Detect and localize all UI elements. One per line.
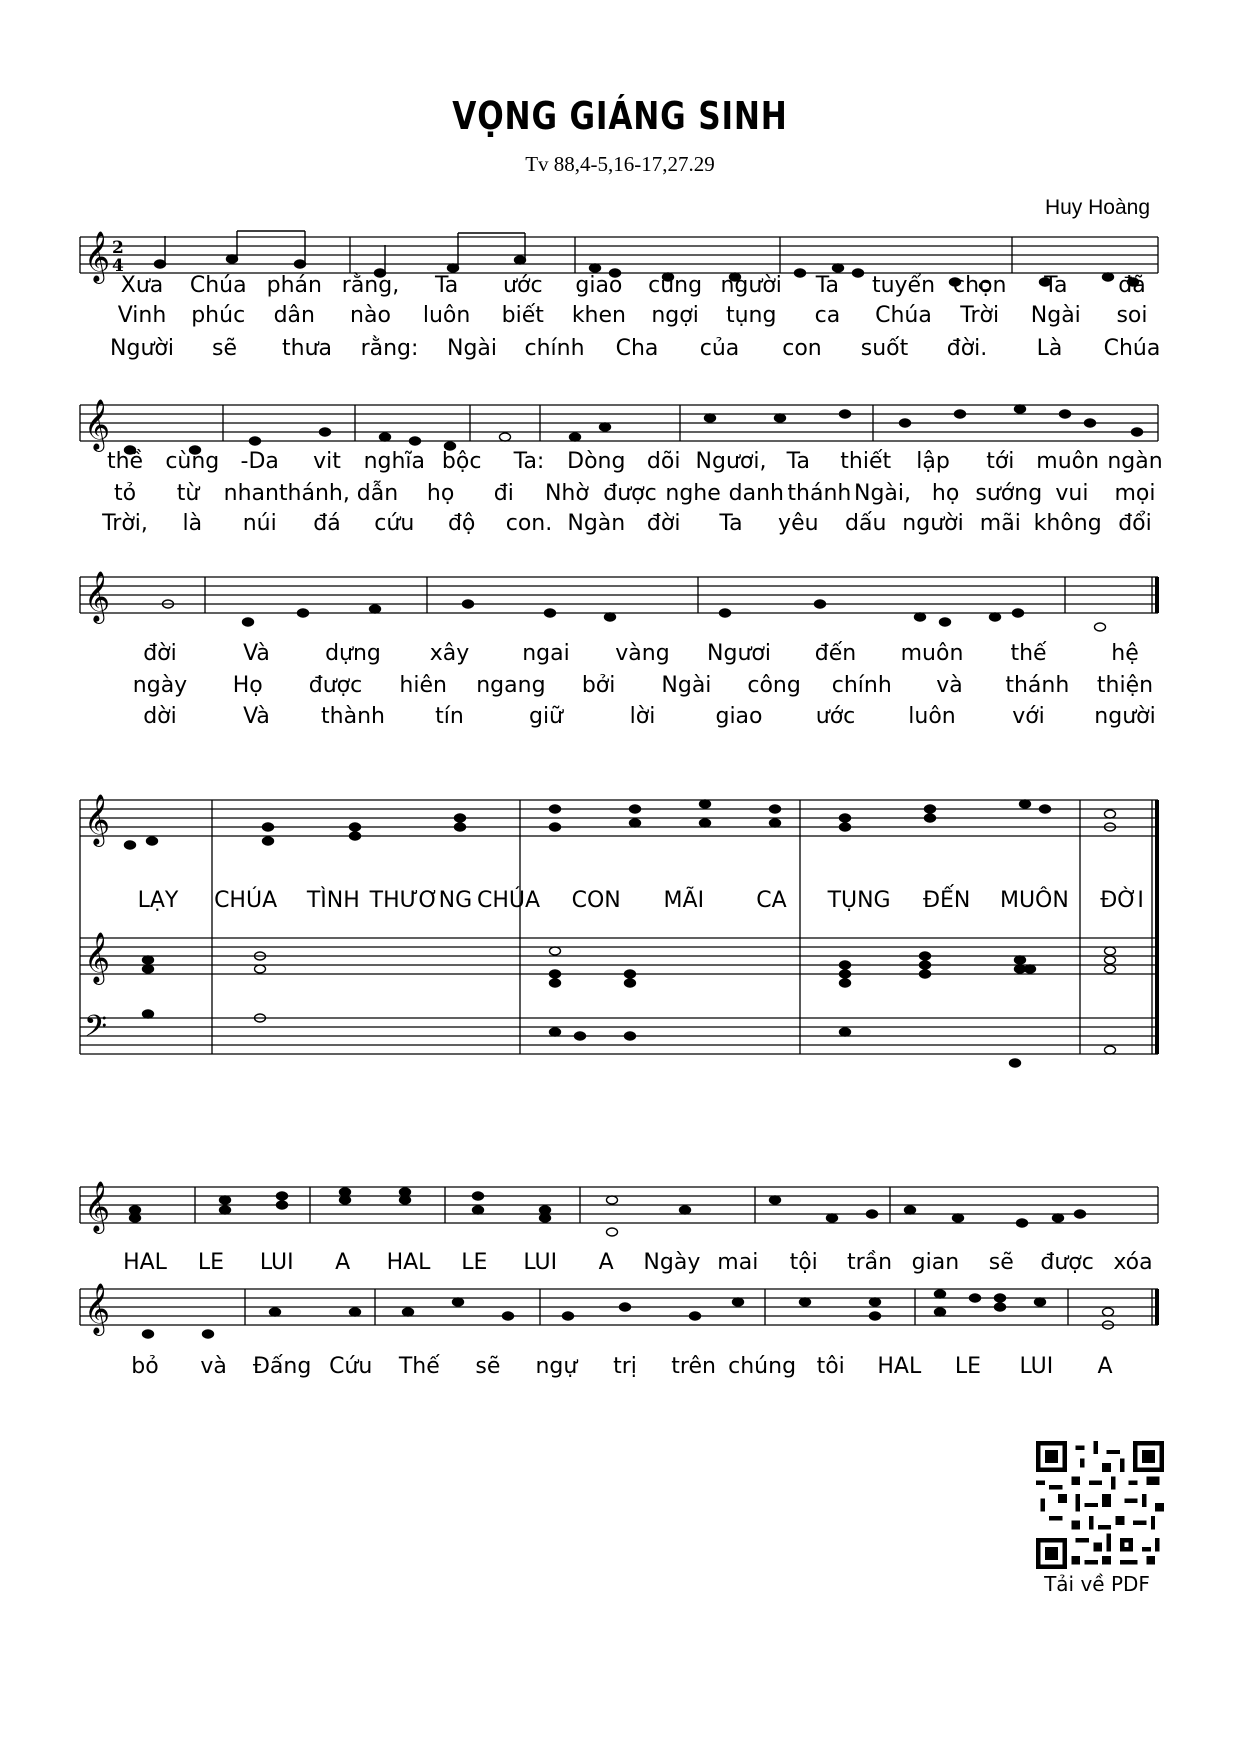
alleluia-lyric-word: sẽ [988, 1250, 1014, 1275]
verse-lyric-word: suốt [860, 336, 909, 361]
refrain-lyric-word: MUÔN [999, 888, 1069, 913]
qr-code-icon[interactable] [1036, 1441, 1164, 1569]
verse-lyric-word: ước [815, 704, 856, 729]
alleluia-lyric-word: HAL [386, 1250, 431, 1275]
verse-lyric-word: dựng [325, 641, 381, 666]
verse-lyric-word: dõi [646, 449, 681, 474]
verse-lyric-word: thành [321, 704, 385, 729]
alleluia-lyric-word: A [598, 1250, 614, 1275]
verse-lyric-word: Ngươi [707, 641, 771, 666]
alleluia-lyric-word: Cứu [329, 1354, 373, 1379]
alleluia-lyric-word: trị [613, 1354, 637, 1379]
verse-lyric-word: Ta [815, 273, 840, 298]
verse-lyric-word: Là [1036, 336, 1063, 361]
verse-lyric-word: đi [493, 481, 514, 506]
refrain-lyric-word: MÃI [663, 888, 705, 913]
verse-lyric-word: chính [524, 336, 585, 361]
verse-lyric-word: ngang [476, 673, 546, 698]
verse-lyric-word: Ngài [446, 336, 498, 361]
verse-lyric-word: Ta [719, 511, 743, 536]
download-pdf-link[interactable]: Tải về PDF [1044, 1572, 1150, 1596]
verse-lyric-word: soi [1116, 303, 1148, 328]
verse-lyric-word: thánh, [278, 481, 350, 506]
verse-lyric-word: nghe [665, 481, 721, 506]
song-title: VỌNG GIÁNG SINH [452, 94, 788, 138]
verse-lyric-word: muôn [900, 641, 964, 666]
verse-lyric-word: dời [143, 704, 177, 729]
verse-lyric-word: luôn [908, 704, 956, 729]
verse-lyric-word: Dòng [567, 449, 626, 474]
verse-lyric-word: Ta [1044, 273, 1068, 298]
verse-lyric-word: dẫn [356, 481, 399, 506]
verse-lyric-word: phúc [191, 303, 246, 328]
alleluia-lyric-word: trần [846, 1250, 893, 1275]
verse-lyric-word: với [1012, 704, 1045, 729]
alleluia-lyric-word: HAL [123, 1250, 167, 1275]
verse-lyric-word: Và [243, 704, 270, 729]
alleluia-lyric-word: chúng [728, 1354, 797, 1379]
alleluia-lyric-word: mai [717, 1250, 759, 1275]
verse-lyric-word: phán [266, 273, 322, 298]
verse-lyric-word: vàng [615, 641, 670, 666]
alleluia-lyric-word: được [1040, 1250, 1094, 1275]
verse-lyric-word: tới [986, 449, 1015, 474]
svg-text:2: 2 [112, 238, 124, 258]
staff-piano-treble [80, 938, 1158, 974]
verse-lyric-word: con. [505, 511, 553, 536]
refrain-lyric-word: THƯƠNG [369, 888, 473, 913]
verse-lyric-word: lời [629, 704, 656, 729]
verse-lyric-word: Ngài, [853, 481, 912, 506]
verse-lyric-word: không [1033, 511, 1102, 536]
verse-lyric-word: được [603, 481, 657, 506]
verse-lyric-word: đời [143, 641, 177, 666]
alleluia-lyric-word: HAL [877, 1354, 922, 1379]
verse-lyric-word: tín [435, 704, 464, 729]
verse-lyric-word: cứu [374, 511, 415, 536]
verse-lyric-word: xây [429, 641, 470, 666]
verse-lyric-word: Xưa [120, 273, 164, 298]
verse-lyric-word: danh [728, 481, 784, 506]
verse-lyric-word: Trời, [102, 511, 148, 536]
scripture-reference: Tv 88,4-5,16-17,27.29 [525, 152, 715, 176]
refrain-lyric-word: CHÚA [476, 888, 541, 913]
verse-lyric-word: sẽ [212, 336, 237, 361]
verse-lyric-word: vit [313, 449, 341, 474]
staff-1 [80, 237, 1158, 273]
alleluia-lyric-word: LE [197, 1250, 224, 1275]
staff-3 [80, 577, 1158, 613]
verse-lyric-word: ca [814, 303, 841, 328]
verse-lyric-word: mọi [1114, 481, 1156, 506]
refrain-lyric-word: LẠY [137, 888, 179, 913]
treble-clef-icon: 𝄞 [84, 932, 111, 983]
verse-lyric-word: ngai [522, 641, 570, 666]
verse-lyric-word: dân [273, 303, 315, 328]
alleluia-lyric-word: tôi [816, 1354, 845, 1379]
verse-lyric-word: đã [1118, 273, 1146, 298]
verse-lyric-word: thề [106, 449, 144, 474]
clefs [84, 231, 110, 1336]
verse-lyric-word: khen [571, 303, 626, 328]
treble-clef-icon: 𝄞 [84, 231, 111, 282]
verse-lyric-word: thánh [787, 481, 852, 506]
verse-lyric-word: người [720, 273, 782, 298]
verse-lyric-word: và [936, 673, 963, 698]
verse-lyric-word: Họ [232, 673, 263, 698]
verse-lyric-word: núi [242, 511, 277, 536]
verse-lyric-word: chính [831, 673, 892, 698]
verse-lyric-word: cùng [165, 449, 220, 474]
verse-lyric-word: hiên [399, 673, 447, 698]
verse-lyric-word: bộc [441, 449, 482, 474]
verse-lyric-word: biết [501, 303, 544, 328]
verse-lyric-word: nhan [223, 481, 279, 506]
staff-lines [80, 237, 1158, 1325]
verse-lyric-word: bởi [581, 673, 616, 698]
verse-lyric-word: rằng, [341, 273, 400, 298]
verse-lyric-word: Chúa [1103, 336, 1161, 361]
verse-lyric-word: mãi [979, 511, 1021, 536]
verse-lyric-word: người [1094, 704, 1156, 729]
verse-lyric-word: đá [313, 511, 341, 536]
composer-name: Huy Hoàng [1044, 196, 1150, 219]
verse-lyric-word: hệ [1111, 641, 1139, 666]
verse-lyric-word: Trời [960, 303, 1000, 328]
verse-lyric-word: giữ [528, 704, 564, 729]
verse-lyric-word: thế [1010, 641, 1047, 666]
refrain-lyric-word: TÌNH [306, 888, 360, 913]
verse-lyric-word: là [182, 511, 203, 536]
verse-lyric-word: từ [176, 481, 200, 506]
alleluia-lyric-word: A [335, 1250, 351, 1275]
alleluia-lyric-word: LUI [259, 1250, 294, 1275]
verse-lyric-word: tụng [725, 303, 777, 328]
verse-lyric-word: Ngàn [567, 511, 626, 536]
alleluia-lyric-word: Thế [398, 1354, 440, 1379]
verse-lyric-word: chọn [952, 273, 1007, 298]
verse-lyric-word: Ta [786, 449, 810, 474]
staff-piano-bass [80, 1018, 1158, 1054]
verse-lyric-word: tỏ [113, 481, 137, 506]
verse-lyric-word: Ta [434, 273, 459, 298]
barlines [80, 237, 1158, 1325]
alleluia-lyric-word: LUI [1019, 1354, 1054, 1379]
verse-lyric-word: Vinh [117, 303, 167, 328]
alleluia-lyric-word: bỏ [131, 1354, 159, 1379]
verse-lyric-word: Người [110, 336, 174, 361]
verse-lyric-word: Và [243, 641, 270, 666]
verse-lyric-word: lập [916, 449, 950, 474]
staff-refrain-voice [80, 800, 1158, 836]
refrain-lyric-word: CHÚA [214, 888, 278, 913]
verse-lyric-word: cùng [648, 273, 703, 298]
alleluia-lyric-word: ngự [535, 1354, 578, 1379]
verse-lyric-word: Nhờ [544, 481, 589, 506]
staff-2 [80, 405, 1158, 441]
verse-lyric-word: nghĩa [363, 449, 426, 474]
refrain-lyric-word: ĐẾN [922, 888, 971, 913]
treble-clef-icon: 𝄞 [84, 1181, 111, 1232]
bass-clef-icon: 𝄢 [84, 1010, 108, 1051]
alleluia-lyric-word: và [200, 1354, 227, 1379]
verse-lyric-word: đời [646, 511, 681, 536]
notes [125, 231, 1146, 1338]
verse-lyric-word: Ngươi, [695, 449, 767, 474]
verse-lyric-word: ngày [132, 673, 188, 698]
verse-lyric-word: được [308, 673, 363, 698]
verse-lyric-word: -Da [240, 449, 279, 474]
verse-lyric-word: ngợi [651, 303, 699, 328]
verse-lyric-word: Ta: [513, 449, 545, 474]
verse-lyric-word: thiết [840, 449, 892, 474]
refrain-lyric-word: ĐỜI [1100, 888, 1144, 913]
verse-lyric-word: Cha [615, 336, 659, 361]
verse-lyric-word: độ [447, 511, 476, 536]
verse-lyric-word: Chúa [189, 273, 247, 298]
verse-lyric-word: dấu [845, 511, 887, 536]
alleluia-lyric-word: xóa [1113, 1250, 1153, 1275]
verse-lyric-word: vui [1055, 481, 1089, 506]
verse-lyric-word: luôn [422, 303, 471, 328]
verse-lyric-word: con [782, 336, 822, 361]
treble-clef-icon: 𝄞 [84, 1283, 111, 1334]
verse-lyric-word: của [699, 336, 740, 361]
refrain-lyric-word: CON [571, 888, 621, 913]
alleluia-lyric-word: LE [954, 1354, 981, 1379]
verse-lyric-word: ước [503, 273, 543, 298]
verse-lyric-word: thiện [1096, 673, 1154, 698]
alleluia-lyric-word: A [1097, 1354, 1113, 1379]
verse-lyric-word: sướng [975, 481, 1043, 506]
verse-lyric-word: thưa [282, 336, 332, 361]
treble-clef-icon: 𝄞 [84, 571, 111, 622]
verse-lyric-word: họ [931, 481, 960, 506]
alleluia-lyric-word: gian [911, 1250, 960, 1275]
alleluia-lyric-word: sẽ [475, 1354, 501, 1379]
staff-alleluia-1 [80, 1187, 1158, 1223]
refrain-lyric-word: CA [756, 888, 787, 913]
svg-text:4: 4 [112, 256, 124, 276]
refrain-lyric-word: TỤNG [827, 888, 891, 913]
verse-lyric-word: người [902, 511, 964, 536]
verse-lyric-word: ngàn [1107, 449, 1163, 474]
verse-lyric-word: đời. [946, 336, 988, 361]
verse-lyric-word: công [747, 673, 801, 698]
verse-lyric-word: nào [350, 303, 391, 328]
verse-lyric-word: Chúa [875, 303, 932, 328]
verse-lyric-word: tuyển [871, 273, 936, 298]
verse-lyric-word: họ [426, 481, 455, 506]
treble-clef-icon: 𝄞 [84, 794, 111, 845]
alleluia-lyric-word: Đấng [252, 1354, 312, 1379]
alleluia-lyric-word: LUI [523, 1250, 558, 1275]
verse-lyric-word: đến [814, 641, 857, 666]
verse-lyric-word: yêu [778, 511, 819, 536]
verse-lyric-word: muôn [1036, 449, 1100, 474]
verse-lyric-word: giao [715, 704, 763, 729]
alleluia-lyric-word: Ngày [643, 1250, 701, 1275]
verse-lyric-word: thánh [1005, 673, 1070, 698]
verse-lyric-word: giao [575, 273, 623, 298]
verse-lyric-word: đổi [1118, 511, 1152, 536]
verse-lyric-word: Ngài [1030, 303, 1081, 328]
alleluia-lyric-word: LE [461, 1250, 488, 1275]
alleluia-lyric-word: tội [789, 1250, 818, 1275]
time-signature [112, 238, 124, 276]
treble-clef-icon: 𝄞 [84, 399, 111, 450]
alleluia-lyric-word: trên [671, 1354, 716, 1379]
verse-lyric-word: Ngài [661, 673, 712, 698]
verse-lyric-word: rằng: [360, 336, 419, 361]
